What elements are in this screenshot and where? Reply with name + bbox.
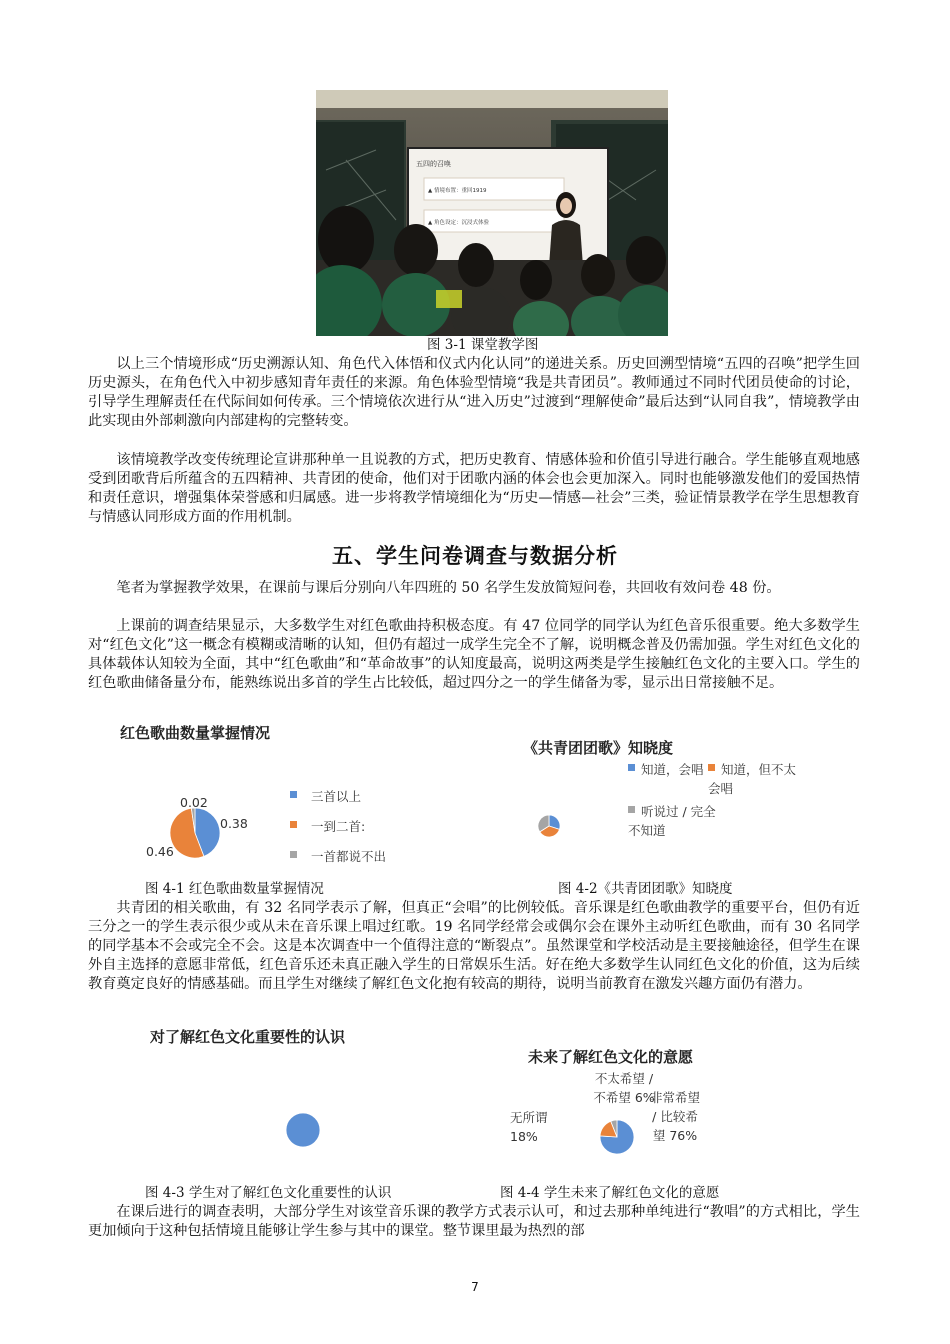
chart-4-4-title: 未来了解红色文化的意愿 [528, 1048, 694, 1066]
figure-4-1-caption: 图 4-1 红色歌曲数量掌握情况 [145, 881, 324, 897]
legend-swatch-orange [290, 821, 297, 828]
chart-4-2-legend-1: 知道，但不太会唱 [708, 762, 797, 796]
chart-4-1-label-0.38: 0.38 [220, 816, 248, 831]
chart-4-4-label-indifferent: 无所谓 18% [510, 1110, 548, 1144]
chart-4-1-title: 红色歌曲数量掌握情况 [120, 724, 271, 742]
legend-swatch-blue [290, 791, 297, 798]
chart-4-3-title: 对了解红色文化重要性的认识 [150, 1028, 346, 1046]
paragraph-situations: 以上三个情境形成“历史溯源认知、角色代入体悟和仪式内化认同”的递进关系。历史回溯型情境“五四的召唤”把学生回历史源头，在角色代入中初步感知青年责任的来源。角色体验型情境“我是共青团员”。教师通过不同时代团员使命的讨论，引导学生理解责任在代际间如何传承。三个情境依次进行从“进入历史”过渡到“理解使命”最后达到“认同自我”，情境教学由此实现由外部刺激向内部建构的完整转变。 [88, 356, 860, 429]
chart-4-2-legend-2: 听说过 / 完全不知道 [628, 804, 716, 838]
chart-4-1-legend-1: 一到二首: [290, 817, 365, 836]
figure-4-3-caption: 图 4-3 学生对了解红色文化重要性的认识 [145, 1185, 392, 1201]
figure-4-4-caption: 图 4-4 学生未来了解红色文化的意愿 [500, 1185, 720, 1201]
chart-4-4-pie [600, 1120, 634, 1154]
chart-4-1-label-0.02: 0.02 [180, 795, 208, 810]
chart-4-1-label-0.46: 0.46 [146, 844, 174, 859]
legend-swatch-gray [290, 851, 297, 858]
figure-4-2-caption: 图 4-2《共青团团歌》知晓度 [558, 881, 733, 897]
chart-4-2-title: 《共青团团歌》知晓度 [523, 739, 674, 757]
chart-4-1-pie [170, 808, 220, 858]
chart-4-4-label-not-want: 不太希望 / 不希望 6% [593, 1071, 655, 1105]
section-heading: 五、学生问卷调查与数据分析 [332, 544, 618, 568]
legend-swatch-gray [628, 806, 635, 813]
chart-4-1-legend-0: 三首以上 [290, 787, 361, 806]
slide-line-2: ▲ 角色设定：沉浸式体验 [428, 220, 489, 226]
paragraph-pre-class-results: 上课前的调查结果显示，大多数学生对红色歌曲持积极态度。有 47 位同学的同学认为红色音乐很重要。绝大多数学生对“红色文化”这一概念有模糊或清晰的认知，但仍有超过一成学生完全不了解，说明概念普及仍需加强。学生对红色文化的具体载体认知较为全面，其中“红色歌曲”和“革命故事”的认知度最高，说明这两类是学生接触红色文化的主要入口。学生的红色歌曲储备量分布，能熟练说出多首的学生占比较低，超过四分之一的学生储备为零，显示出日常接触不足。 [88, 618, 860, 691]
slide-title: 五四的召唤 [416, 160, 451, 168]
page-number: 7 [471, 1280, 479, 1294]
chart-4-3-pie [286, 1113, 320, 1147]
legend-swatch-blue [628, 764, 635, 771]
paragraph-teaching-method: 该情境教学改变传统理论宣讲那种单一且说教的方式，把历史教育、情感体验和价值引导进行融合。学生能够直观地感受到团歌背后所蕴含的五四精神、共青团的使命，他们对于团歌内涵的体会也会更加深入。同时也能够激发他们的爱国热情和责任意识，增强集体荣誉感和归属感。进一步将教学情境细化为“历史—情感—社会”三类，验证情景教学在学生思想教育与情感认同形成方面的作用机制。 [88, 452, 860, 525]
chart-4-2-pie [538, 815, 560, 837]
paragraph-post-class-results: 在课后进行的调查表明，大部分学生对该堂音乐课的教学方式表示认可，和过去那种单纯进行“教唱”的方式相比，学生更加倾向于这种包括情境且能够让学生参与其中的课堂。整节课里最为热烈的部 [88, 1204, 860, 1239]
paragraph-song-knowledge: 共青团的相关歌曲，有 32 名同学表示了解，但真正“会唱”的比例较低。音乐课是红色歌曲教学的重要平台，但仍有近三分之一的学生表示很少或从未在音乐课上唱过红歌。19 名同学经常会或偶尔会在课外主动听红色歌曲，而有 30 名同学的同学基本不会或完全不会。这是本次调查中一个值得注意的“断裂点”。虽然课堂和学校活动是主要接触途径，但学生在课外自主选择的意愿非常低，红色音乐还未真正融入学生的日常娱乐生活。好在绝大多数学生认同红色文化的价值，这为后续教育奠定良好的情感基础。而且学生对继续了解红色文化抱有较高的期待，说明当前教育在激发兴趣方面仍有潜力。 [88, 900, 860, 992]
chart-4-1-legend-2: 一首都说不出 [290, 847, 386, 866]
slide-line-1: ▲ 情境布置：重回1919 [428, 188, 487, 194]
pie-slice [286, 1113, 320, 1147]
legend-swatch-orange [708, 764, 715, 771]
chart-4-2-legend-0: 知道，会唱 [628, 760, 708, 779]
classroom-photo-illustration [316, 90, 668, 336]
classroom-photo [316, 90, 668, 336]
chart-4-4-label-want: 非常希望 / 比较希望 76% [650, 1090, 701, 1143]
paragraph-survey-intro: 笔者为掌握教学效果，在课前与课后分别向八年四班的 50 名学生发放简短问卷，共回收有效问卷 48 份。 [116, 580, 781, 596]
figure-3-1-caption: 图 3-1 课堂教学图 [427, 337, 539, 353]
